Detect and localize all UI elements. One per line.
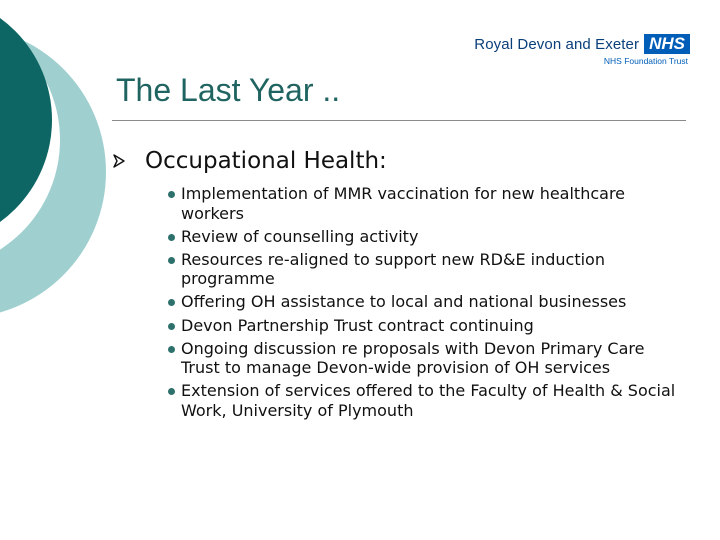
- arrow-bullet-icon: [112, 153, 126, 169]
- list-item-text: Devon Partnership Trust contract continuing: [181, 315, 534, 335]
- list-item: [168, 381, 688, 420]
- dot-bullet-icon: [168, 299, 175, 306]
- list-item: [168, 250, 688, 289]
- dot-bullet-icon: [168, 388, 175, 395]
- nhs-trust-logo: [474, 34, 690, 66]
- slide-title: The Last Year ..: [116, 72, 341, 108]
- list-item: [168, 184, 688, 223]
- dot-bullet-icon: [168, 323, 175, 330]
- list-item-text: Ongoing discussion re proposals with Devon Primary Care Trust to manage Devon-wide provision of OH services: [181, 338, 645, 378]
- dot-bullet-icon: [168, 191, 175, 198]
- list-item-text: Offering OH assistance to local and national businesses: [181, 292, 627, 312]
- logo-trust-name: Royal Devon and Exeter: [474, 35, 640, 53]
- list-item: [168, 227, 688, 247]
- dot-bullet-icon: [168, 257, 175, 264]
- dot-bullet-icon: [168, 234, 175, 241]
- nhs-badge: NHS: [644, 34, 690, 54]
- logo-row: [474, 34, 690, 54]
- title-divider: [112, 120, 686, 121]
- list-item: [168, 316, 688, 336]
- list-item: [168, 292, 688, 312]
- dot-bullet-icon: [168, 346, 175, 353]
- list-item: [168, 339, 688, 378]
- list-item-text: Review of counselling activity: [181, 226, 419, 246]
- list-item-text: Resources re-aligned to support new RD&E induction programme: [181, 249, 605, 289]
- main-bullet-label: Occupational Health:: [145, 148, 387, 174]
- list-item-text: Implementation of MMR vaccination for new healthcare workers: [181, 184, 626, 223]
- decorative-circles: [0, 0, 120, 320]
- sub-bullet-list: [168, 184, 688, 424]
- list-item-text: Extension of services offered to the Faculty of Health & Social Work, University of Plymouth: [181, 381, 676, 420]
- main-bullet: [112, 146, 387, 176]
- logo-subtitle: NHS Foundation Trust: [603, 56, 688, 66]
